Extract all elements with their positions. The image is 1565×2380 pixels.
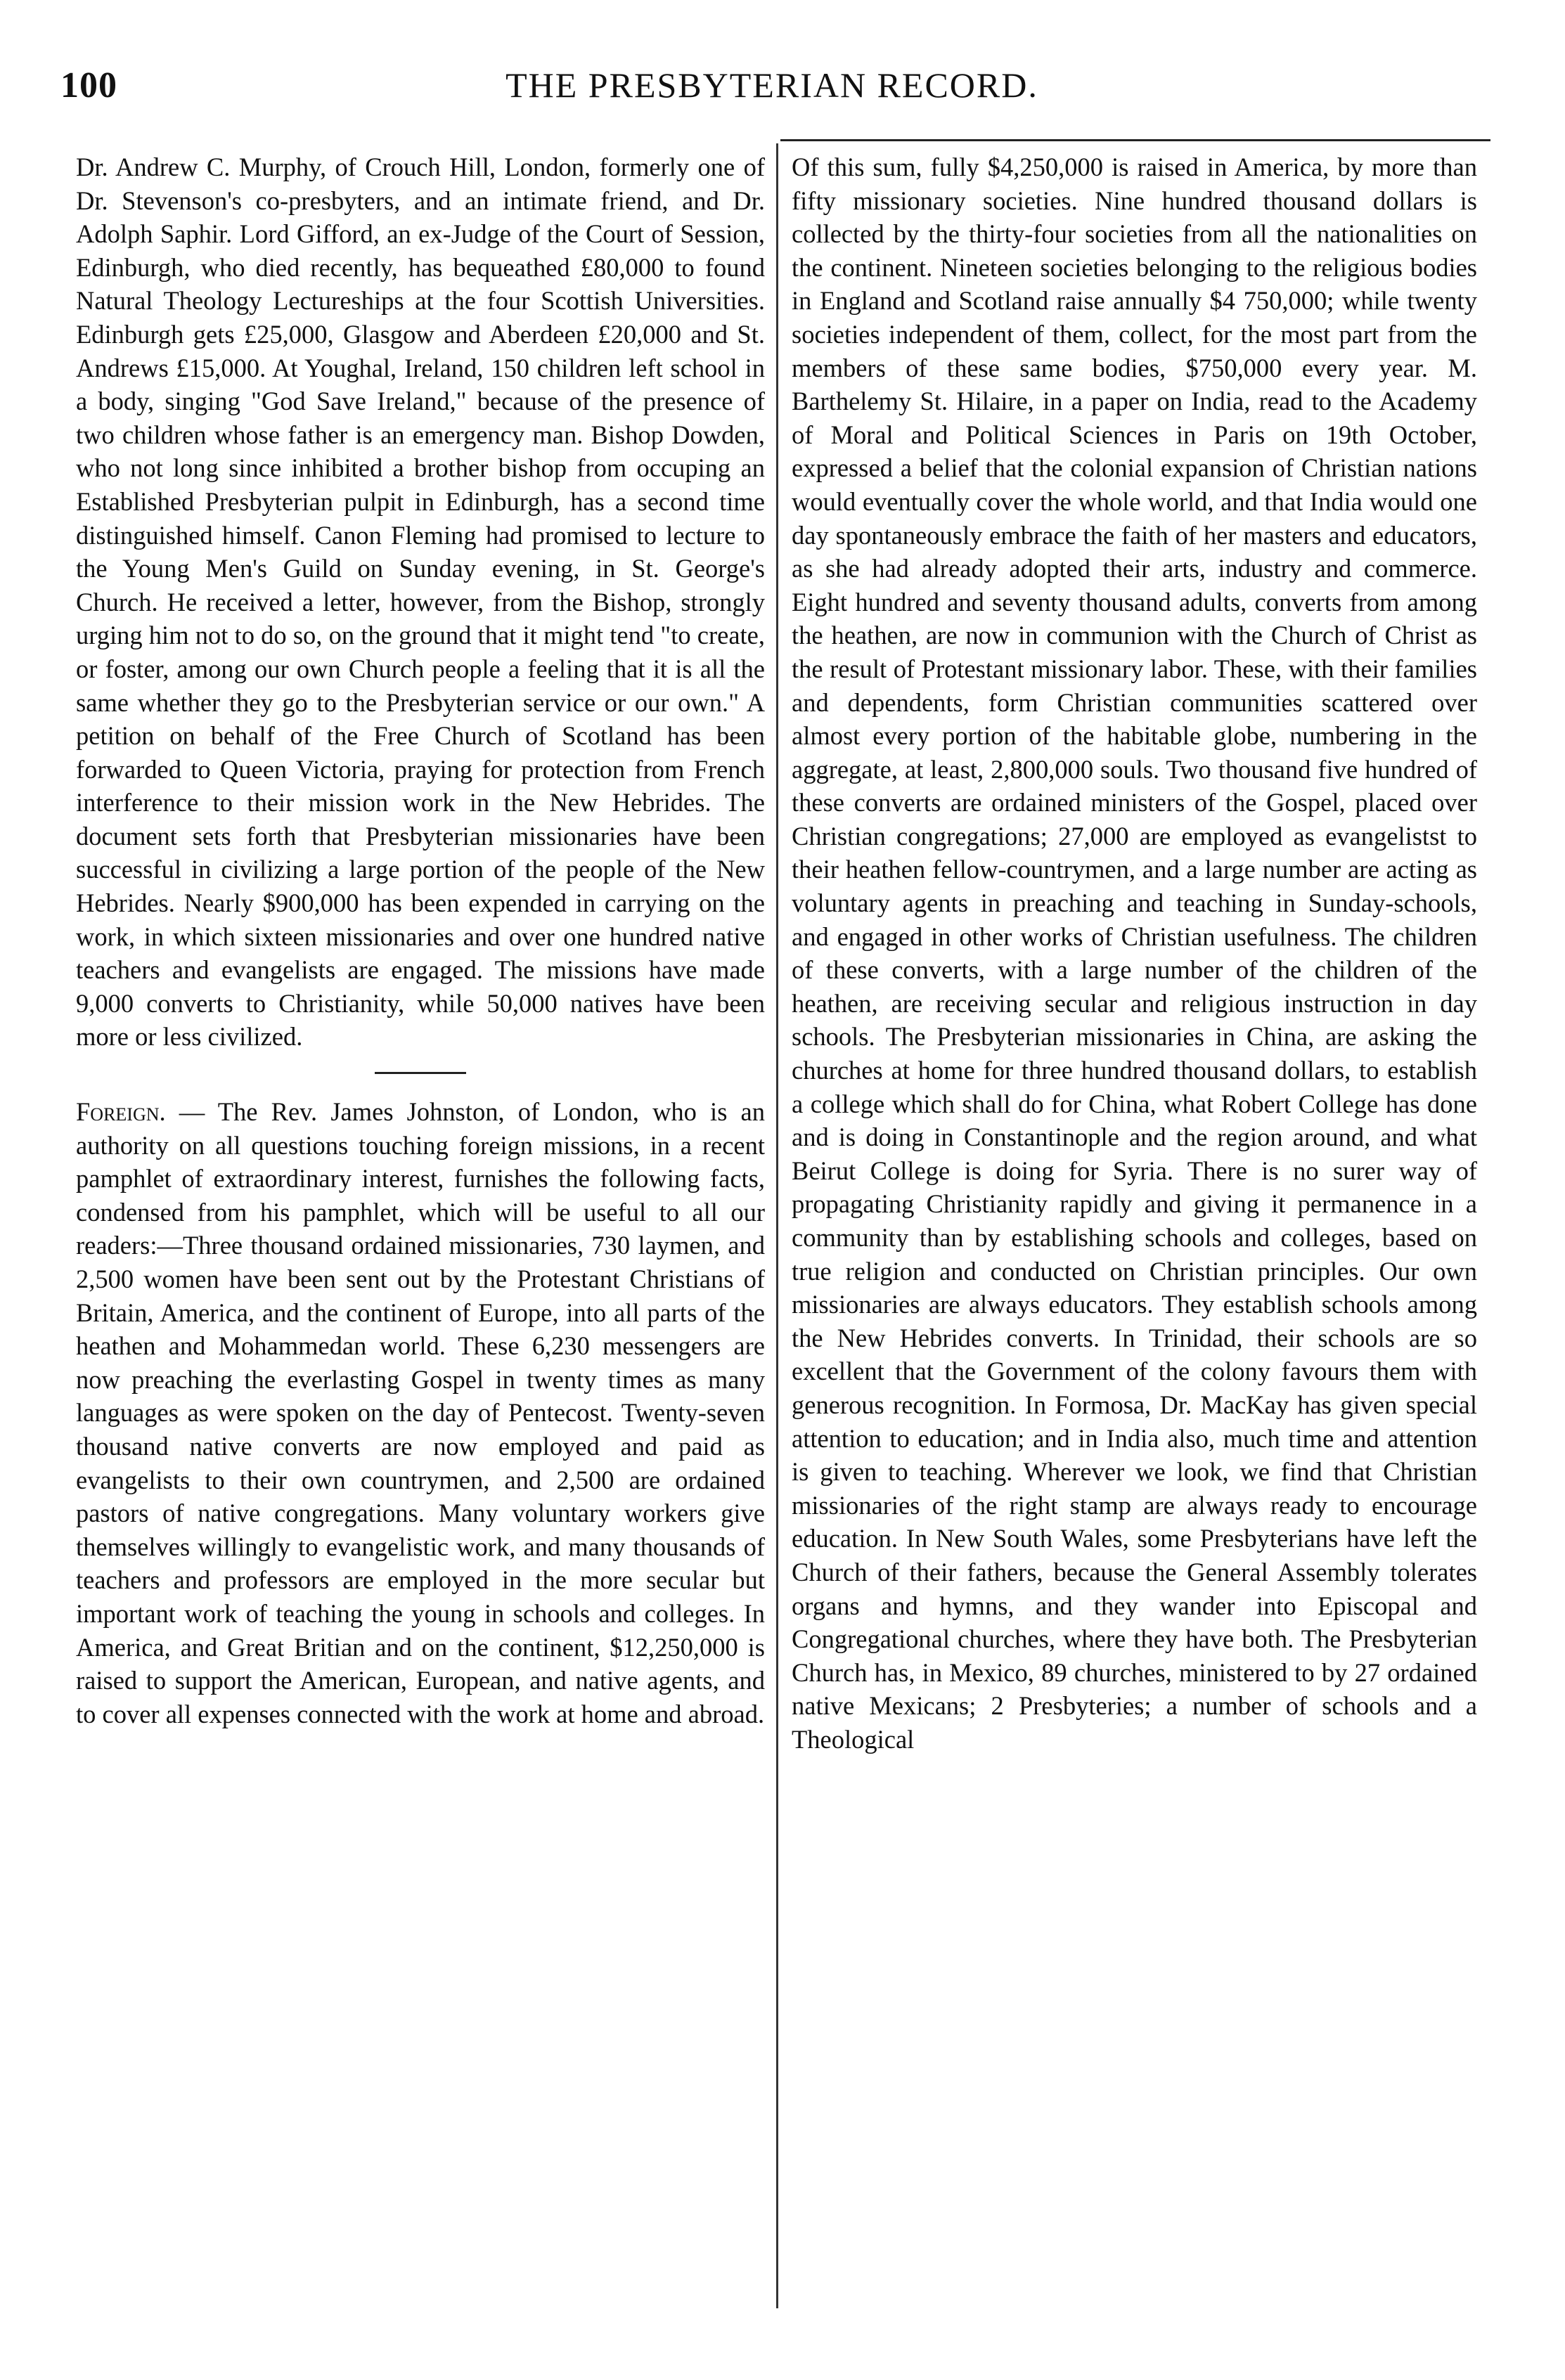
section-divider [375,1072,466,1074]
missions-statistics-paragraph: Of this sum, fully $4,250,000 is raised in America, by more than fifty missionary societies. Nine hundred thousand dollars is collected by the thirty-four societies from all the nationalities on the continent. Nineteen societies belonging to the religious bodies in England and Scotland raise annually $4 750,000; while twenty societies independent of them, collect, for the most part from the members of these same bodies, $750,000 every year. M. Barthelemy St. Hilaire, in a paper on India, read to the Academy of Moral and Political Sciences in Paris on 19th October, expressed a belief that the colonial expansion of Christian nations would eventually cover the whole world, and that India would one day spontaneously embrace the faith of her masters and educators, as she had already adopted their arts, industry and commerce. Eight hundred and seventy thousand adults, converts from among the heathen, are now in communion with the Church of Christ as the result of Protestant missionary labor. These, with their families and dependents, form Christian communities scattered over almost every portion of the habitable globe, numbering in the aggregate, at least, 2,800,000 souls. Two thousand five hundred of these converts are ordained ministers of the Gospel, placed over Christian congregations; 27,000 are employed as evangelistst to their heathen fellow-countrymen, and a large number are acting as voluntary agents in preaching and teaching in Sunday-schools, and engaged in other works of Christian usefulness. The children of these converts, with a large number of the children of the heathen, are receiving secular and religious instruction in day schools. The Presbyterian missionaries in China, are asking the churches at home for three hundred thousand dollars, to establish a college which shall do for China, what Robert College has done and is doing in Constantinople and the region around, and what Beirut College is doing for Syria. There is no surer way of propagating Christianity rapidly and giving it permanence in a community than by establishing schools and colleges, based on true religion and conducted on Christian principles. Our own missionaries are always educators. They establish schools among the New Hebrides converts. In Trinidad, their schools are so excellent that the Government of the colony favours them with generous recognition. In Formosa, Dr. MacKay has given special attention to education; and in India also, much time and attention is given to teaching. Wherever we look, we find that Christian missionaries of the right stamp are always ready to encourage education. In New South Wales, some Presbyterians have left the Church of their fathers, because the General Assembly tolerates organs and hymns, and they wander into Episcopal and Congregational churches, where they have both. The Presbyterian Church has, in Mexico, 89 churches, ministered to by 27 ordained native Mexicans; 2 Presbyteries; a number of schools and a Theological [792,153,1477,1754]
header-rule [780,139,1490,141]
running-title: THE PRESBYTERIAN RECORD. [505,65,1038,105]
section-label-foreign: Foreign. [76,1097,166,1127]
left-column [76,150,765,1731]
page-number: 100 [60,65,117,105]
column-divider [776,143,778,2308]
page-header [60,65,1483,114]
news-paragraph: Dr. Andrew C. Murphy, of Crouch Hill, London, formerly one of Dr. Stevenson's co-presbyters, and an intimate friend, and Dr. Adolph Saphir. Lord Gifford, an ex-Judge of the Court of Session, Edinburgh, who died recently, has bequeathed £80,000 to found Natural Theology Lectureships at the four Scottish Universities. Edinburgh gets £25,000, Glasgow and Aberdeen £20,000 and St. Andrews £15,000. At Youghal, Ireland, 150 children left school in a body, singing "God Save Ireland," because of the presence of two children whose father is an emergency man. Bishop Dowden, who not long since inhibited a brother bishop from occuping an Established Presbyterian pulpit in Edinburgh, has a second time distinguished himself. Canon Fleming had promised to lecture to the Young Men's Guild on Sunday evening, in St. George's Church. He received a letter, however, from the Bishop, strongly urging him not to do so, on the ground that it might tend "to create, or foster, among our own Church people a feeling that it is all the same whether they go to the Presbyterian service or our own." A petition on behalf of the Free Church of Scotland has been forwarded to Queen Victoria, praying for protection from French interference to their mission work in the New Hebrides. The document sets forth that Presbyterian missionaries have been successful in civilizing a large portion of the people of the New Hebrides. Nearly $900,000 has been expended in carrying on the work, in which sixteen missionaries and over one hundred native teachers and evangelists are engaged. The missions have made 9,000 converts to Christianity, while 50,000 natives have been more or less civilized. [76,153,765,1052]
right-column [792,150,1477,1757]
foreign-missions-paragraph [76,1095,765,1731]
foreign-paragraph-text: — The Rev. James Johnston, of London, who is an authority on all questions touching foreign missions, in a recent pamphlet of extraordinary interest, furnishes the following facts, condensed from his pamphlet, which will be useful to all our readers:—Three thousand ordained missionaries, 730 laymen, and 2,500 women have been sent out by the Protestant Christians of Britain, America, and the continent of Europe, into all parts of the heathen and Mohammedan world. These 6,230 messengers are now preaching the everlasting Gospel in twenty times as many languages as were spoken on the day of Pentecost. Twenty-seven thousand native converts are now employed and paid as evangelists to their own countrymen, and 2,500 are ordained pastors of native congregations. Many voluntary workers give themselves willingly to evangelistic work, and many thousands of teachers and professors are employed in the more secular but important work of teaching the young in schools and colleges. In America, and Great Britian and on the continent, $12,250,000 is raised to support the American, European, and native agents, and to cover all expenses connected with the work at home and abroad. [76,1097,765,1728]
